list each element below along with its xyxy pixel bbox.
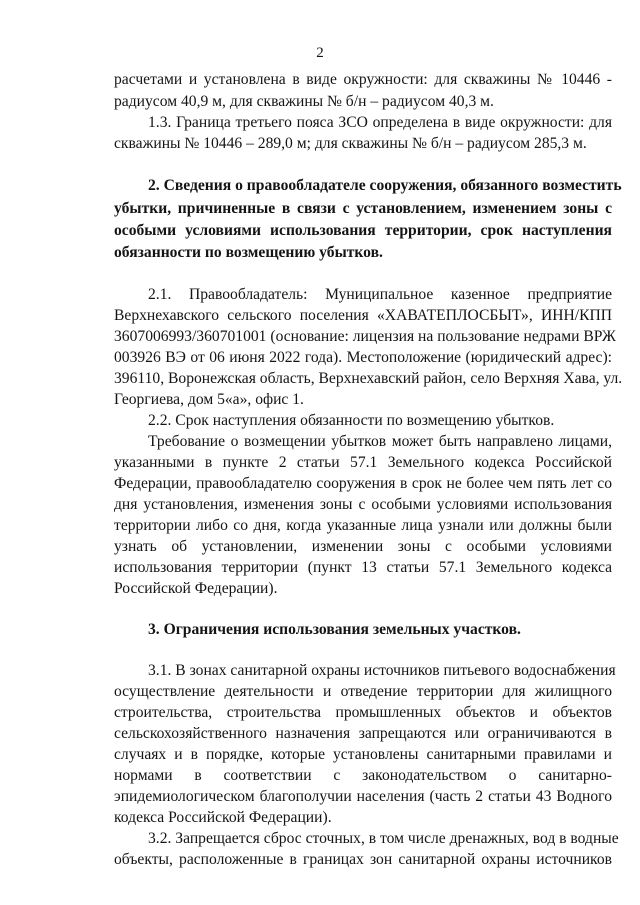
text-line: обязанности по возмещению убытков. [114,244,383,261]
text-line: 2.2. Срок наступления обязанности по возмещению убытков. [148,412,555,429]
text-line: расчетами и установлена в виде окружности: для скважины № 10446 - [114,71,612,88]
text-line: кодекса Российской Федерации). [114,809,332,826]
text-line: 3607006993/360701001 (основание: лицензия на пользование недрами ВРЖ [114,328,616,345]
text-line: 2.1. Правообладатель: Муниципальное казенное предприятие [148,286,612,303]
text-line: использования территории (пункт 13 статьи 57.1 Земельного кодекса [114,559,612,576]
text-line: радиусом 40,9 м, для скважины № б/н – радиусом 40,3 м. [114,93,494,110]
text-line: Требование о возмещении убытков может быть направлено лицами, [148,433,612,450]
text-line: объекты, расположенные в границах зон санитарной охраны источников [114,851,612,868]
text-line: территории либо со дня, когда указанные лица узнали или должны были [114,517,612,534]
text-line: 3.1. В зонах санитарной охраны источников питьевого водоснабжения [148,662,616,679]
text-line: сельскохозяйственного назначения запрещаются или ограничиваются в [114,725,612,742]
text-line: нормами в соответствии с законодательством о санитарно- [114,767,612,784]
text-line: Российской Федерации). [114,580,278,597]
text-line: дня установления, изменения зоны с особыми условиями использования [114,496,612,513]
page-number: 2 [316,45,324,61]
text-line: особыми условиями использования территории, срок наступления [114,222,612,239]
text-line: Георгиева, дом 5«а», офис 1. [114,391,304,408]
text-line: 003926 ВЭ от 06 июня 2022 года). Местоположение (юридический адрес): [114,349,612,366]
text-line: 396110, Воронежская область, Верхнехавский район, село Верхняя Хава, ул. [114,370,623,387]
text-line: 1.3. Граница третьего пояса ЗСО определена в виде окружности: для [148,114,612,131]
text-line: 2. Сведения о правообладателе сооружения, обязанного возместить [148,177,622,194]
text-line: эпидемиологическом благополучии населения (часть 2 статьи 43 Водного [114,788,612,805]
text-line: осуществление деятельности и отведение территории для жилищного [114,683,612,700]
text-line: Верхнехавского сельского поселения «ХАВАТЕПЛОСБЫТ», ИНН/КПП [114,307,612,324]
text-line: случаях и в порядке, которые установлены санитарными правилами и [114,746,612,763]
text-line: убытки, причиненные в связи с установлением, изменением зоны с [114,200,612,217]
text-line: строительства, строительства промышленных объектов и объектов [114,704,612,721]
text-line: Федерации, правообладателю сооружения в срок не более чем пять лет со [114,475,612,492]
text-line: указанными в пункте 2 статьи 57.1 Земельного кодекса Российской [114,454,612,471]
text-line: 3.2. Запрещается сброс сточных, в том числе дренажных, вод в водные [148,830,619,847]
text-line: скважины № 10446 – 289,0 м; для скважины № б/н – радиусом 285,3 м. [114,135,587,152]
text-line: узнать об установлении, изменении зоны с особыми условиями [114,538,612,555]
text-line: 3. Ограничения использования земельных участков. [148,621,521,638]
